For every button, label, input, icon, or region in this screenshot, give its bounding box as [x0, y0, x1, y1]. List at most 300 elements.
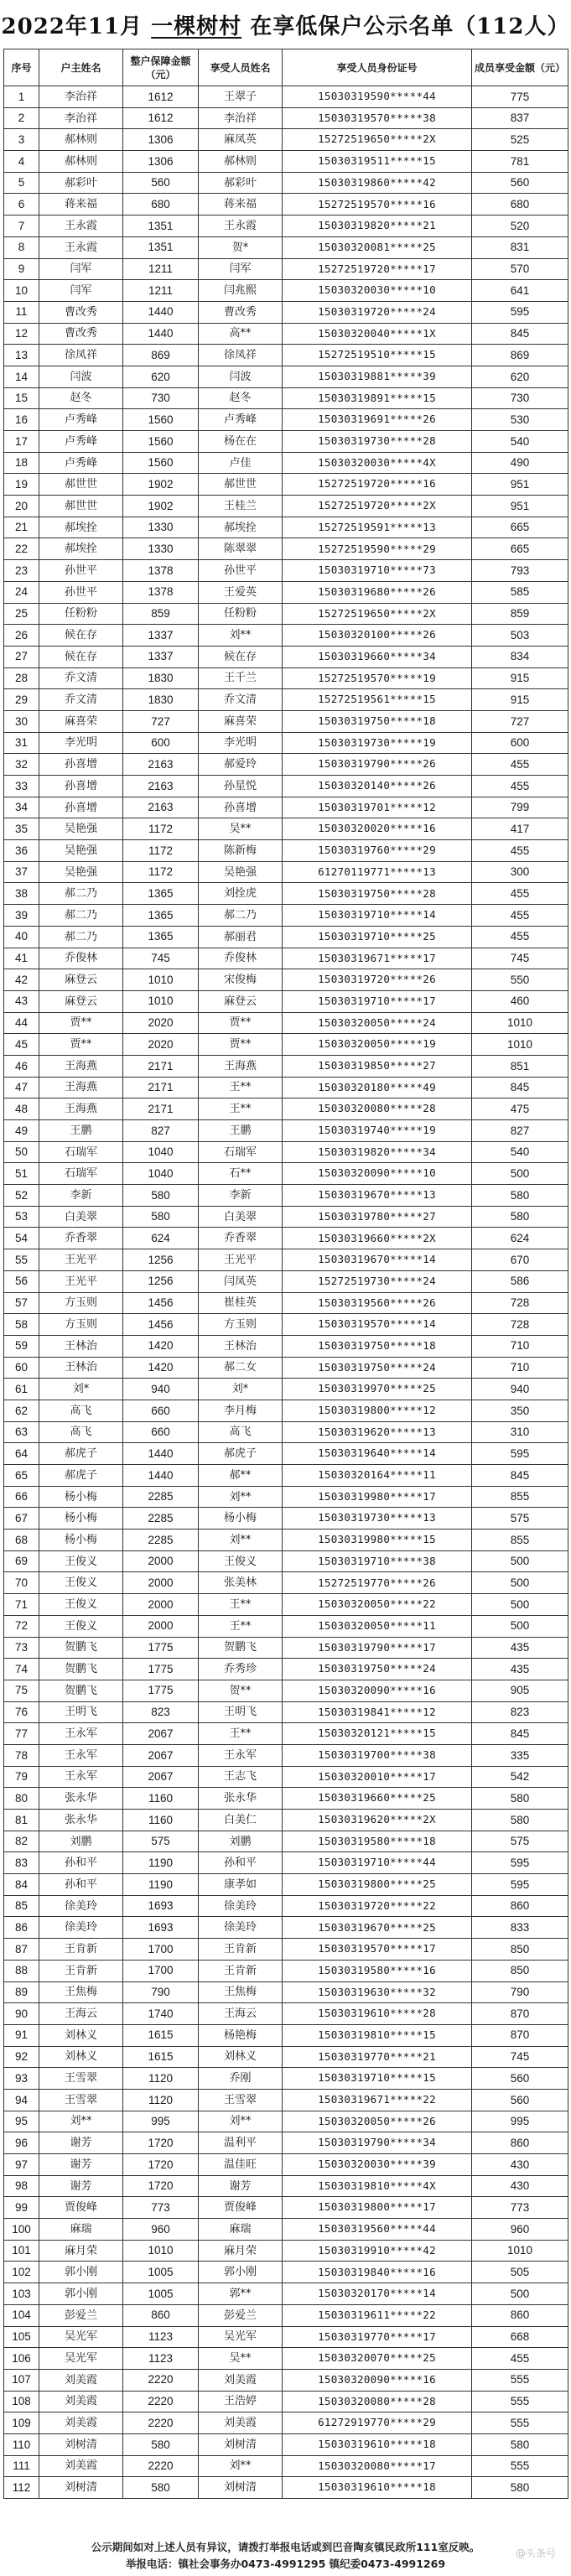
member-name: 郝埃拴 [199, 517, 283, 538]
household-name: 闫军 [39, 258, 123, 280]
row-number: 42 [4, 969, 39, 991]
row-number: 76 [4, 1701, 39, 1723]
member-amount: 775 [472, 86, 568, 108]
table-row [4, 107, 568, 129]
row-number: 46 [4, 1055, 39, 1077]
table-row [4, 301, 568, 323]
member-name: 杨在在 [199, 431, 283, 453]
household-amount: 869 [123, 345, 199, 366]
table-row [4, 1831, 568, 1852]
household-amount: 1560 [123, 409, 199, 431]
row-number: 95 [4, 2111, 39, 2132]
household-amount: 560 [123, 172, 199, 194]
member-name: 王光平 [199, 1249, 283, 1271]
member-amount: 870 [472, 2024, 568, 2046]
member-amount: 827 [472, 1120, 568, 1142]
household-amount: 2067 [123, 1723, 199, 1745]
row-number: 18 [4, 452, 39, 474]
household-name: 王雪翠 [39, 2089, 123, 2111]
member-name: 王海云 [199, 2003, 283, 2025]
member-id: 15030320030*****4X [283, 452, 472, 474]
member-id: 15030319590*****44 [283, 86, 472, 108]
member-amount: 430 [472, 2175, 568, 2197]
household-name: 乔香翠 [39, 1228, 123, 1249]
table-row [4, 1314, 568, 1336]
member-id: 15272519720*****16 [283, 474, 472, 496]
member-amount: 845 [472, 1465, 568, 1487]
member-amount: 550 [472, 969, 568, 991]
household-name: 郝林则 [39, 129, 123, 151]
household-name: 孙喜增 [39, 754, 123, 776]
household-amount: 1378 [123, 581, 199, 603]
household-name: 李治祥 [39, 86, 123, 108]
table-row [4, 2046, 568, 2068]
household-name: 刘林义 [39, 2046, 123, 2068]
member-amount: 475 [472, 1098, 568, 1120]
member-amount: 500 [472, 1594, 568, 1616]
household-amount: 2171 [123, 1098, 199, 1120]
row-number: 41 [4, 948, 39, 969]
member-amount: 940 [472, 1379, 568, 1400]
row-number: 28 [4, 667, 39, 689]
household-amount: 2067 [123, 1744, 199, 1766]
household-name: 候在存 [39, 625, 123, 647]
member-name: 麻瑞 [199, 2219, 283, 2241]
household-name: 贾** [39, 1012, 123, 1034]
row-number: 88 [4, 1960, 39, 1981]
table-row [4, 1379, 568, 1400]
table-row [4, 883, 568, 905]
row-number: 105 [4, 2326, 39, 2348]
household-amount: 1172 [123, 840, 199, 862]
household-amount: 1010 [123, 2240, 199, 2262]
member-name: 高飞 [199, 1421, 283, 1443]
household-amount: 2163 [123, 776, 199, 797]
row-number: 25 [4, 603, 39, 625]
table-row [4, 2197, 568, 2219]
header-member-id: 享受人员身份证号 [283, 49, 472, 86]
table-header [4, 49, 568, 86]
member-id: 15030319611*****22 [283, 2304, 472, 2326]
table-row [4, 2132, 568, 2154]
member-name: 陈新梅 [199, 840, 283, 862]
household-name: 郝二乃 [39, 883, 123, 905]
household-amount: 1440 [123, 301, 199, 323]
member-name: 麻登云 [199, 990, 283, 1012]
member-name: 张美林 [199, 1572, 283, 1594]
member-id: 15030319620*****13 [283, 1421, 472, 1443]
household-amount: 1040 [123, 1141, 199, 1163]
member-name: 刘美霞 [199, 2369, 283, 2391]
household-amount: 2171 [123, 1055, 199, 1077]
table-row [4, 1357, 568, 1379]
table-row [4, 667, 568, 689]
table-row [4, 1530, 568, 1551]
table-row [4, 409, 568, 431]
member-name: 王** [199, 1723, 283, 1745]
row-number: 111 [4, 2455, 39, 2477]
table-row [4, 646, 568, 667]
table-row [4, 2477, 568, 2499]
row-number: 15 [4, 387, 39, 409]
member-amount: 859 [472, 603, 568, 625]
member-name: 王** [199, 1594, 283, 1616]
member-id: 15272519591*****13 [283, 517, 472, 538]
member-id: 15030320030*****10 [283, 280, 472, 302]
household-name: 杨小梅 [39, 1508, 123, 1530]
member-name: 刘* [199, 1379, 283, 1400]
row-number: 13 [4, 345, 39, 366]
row-number: 37 [4, 861, 39, 883]
household-amount: 2220 [123, 2369, 199, 2391]
member-amount: 915 [472, 689, 568, 711]
household-amount: 1337 [123, 646, 199, 667]
page-title [0, 0, 571, 49]
row-number: 97 [4, 2154, 39, 2176]
household-name: 郝虎子 [39, 1443, 123, 1465]
row-number: 74 [4, 1659, 39, 1680]
row-number: 62 [4, 1400, 39, 1421]
member-id: 15030319710*****38 [283, 1550, 472, 1572]
member-amount: 624 [472, 1228, 568, 1249]
household-name: 郝埃拴 [39, 538, 123, 560]
member-name: 刘** [199, 2455, 283, 2477]
row-number: 79 [4, 1766, 39, 1788]
household-name: 李光明 [39, 732, 123, 754]
member-name: 郝丽君 [199, 926, 283, 948]
row-number: 71 [4, 1594, 39, 1616]
household-name: 闫波 [39, 366, 123, 387]
member-name: 孙喜增 [199, 797, 283, 818]
household-amount: 580 [123, 2477, 199, 2499]
household-name: 王雪翠 [39, 2068, 123, 2090]
household-name: 王海燕 [39, 1077, 123, 1098]
row-number: 6 [4, 194, 39, 216]
table-row [4, 2455, 568, 2477]
header-member-name: 享受人员姓名 [199, 49, 283, 86]
member-amount: 575 [472, 1831, 568, 1852]
row-number: 85 [4, 1895, 39, 1917]
table-row [4, 1895, 568, 1917]
member-amount: 540 [472, 1141, 568, 1163]
member-id: 15272519720*****2X [283, 496, 472, 517]
row-number: 98 [4, 2175, 39, 2197]
table-row [4, 1400, 568, 1421]
household-amount: 1172 [123, 818, 199, 840]
household-name: 王焦梅 [39, 1981, 123, 2003]
household-name: 乔俊林 [39, 948, 123, 969]
member-amount: 542 [472, 1766, 568, 1788]
member-name: 王永军 [199, 1744, 283, 1766]
member-id: 15030319750*****28 [283, 883, 472, 905]
table-row [4, 431, 568, 453]
household-name: 郝世世 [39, 474, 123, 496]
member-amount: 555 [472, 2369, 568, 2391]
row-number: 43 [4, 990, 39, 1012]
member-amount: 773 [472, 2197, 568, 2219]
household-amount: 1211 [123, 258, 199, 280]
table-row [4, 2283, 568, 2305]
member-id: 61272919770*****29 [283, 2412, 472, 2434]
member-amount: 850 [472, 1960, 568, 1981]
row-number: 75 [4, 1680, 39, 1701]
household-amount: 2067 [123, 1766, 199, 1788]
table-row [4, 710, 568, 732]
household-amount: 859 [123, 603, 199, 625]
member-name: 曹改秀 [199, 301, 283, 323]
row-number: 109 [4, 2412, 39, 2434]
household-amount: 1615 [123, 2046, 199, 2068]
member-amount: 845 [472, 1723, 568, 1745]
member-id: 15030320050*****19 [283, 1034, 472, 1056]
row-number: 12 [4, 323, 39, 345]
table-row [4, 1594, 568, 1616]
member-id: 15030319670*****13 [283, 1185, 472, 1207]
household-amount: 2163 [123, 797, 199, 818]
household-amount: 1365 [123, 905, 199, 927]
household-amount: 2171 [123, 1077, 199, 1098]
member-name: 麻月荣 [199, 2240, 283, 2262]
row-number: 1 [4, 86, 39, 108]
member-name: 郝世世 [199, 474, 283, 496]
table-row [4, 776, 568, 797]
member-id: 15030319790*****34 [283, 2132, 472, 2154]
household-amount: 1306 [123, 129, 199, 151]
household-amount: 1902 [123, 474, 199, 496]
table-row [4, 797, 568, 818]
table-row [4, 2391, 568, 2412]
member-id: 15030319670*****25 [283, 1917, 472, 1939]
household-amount: 624 [123, 1228, 199, 1249]
household-name: 王永霞 [39, 236, 123, 258]
table-row [4, 2412, 568, 2434]
member-id: 15272519720*****17 [283, 258, 472, 280]
member-name: 孙世平 [199, 560, 283, 582]
member-name: 郝林则 [199, 151, 283, 173]
member-id: 15030319740*****19 [283, 1120, 472, 1142]
row-number: 2 [4, 107, 39, 129]
table-row [4, 1098, 568, 1120]
table-row [4, 2369, 568, 2391]
member-amount: 505 [472, 2262, 568, 2283]
member-amount: 570 [472, 258, 568, 280]
household-name: 卢秀峰 [39, 452, 123, 474]
member-name: 刘林义 [199, 2046, 283, 2068]
row-number: 22 [4, 538, 39, 560]
member-amount: 793 [472, 560, 568, 582]
household-name: 吴光军 [39, 2348, 123, 2370]
household-name: 吴艳强 [39, 818, 123, 840]
table-row [4, 2304, 568, 2326]
household-amount: 2220 [123, 2391, 199, 2412]
household-name: 孙喜增 [39, 797, 123, 818]
household-name: 王海云 [39, 2003, 123, 2025]
member-amount: 530 [472, 409, 568, 431]
member-name: 王雪翠 [199, 2089, 283, 2111]
member-amount: 555 [472, 2455, 568, 2477]
table-row [4, 1249, 568, 1271]
household-amount: 727 [123, 710, 199, 732]
table-row [4, 2003, 568, 2025]
member-amount: 503 [472, 625, 568, 647]
member-id: 15030320164*****11 [283, 1465, 472, 1487]
table-row [4, 1421, 568, 1443]
member-name: 方玉则 [199, 1314, 283, 1336]
table-row [4, 280, 568, 302]
member-amount: 905 [472, 1680, 568, 1701]
table-row [4, 840, 568, 862]
table-row [4, 2240, 568, 2262]
member-name: 刘拴虎 [199, 883, 283, 905]
row-number: 49 [4, 1120, 39, 1142]
household-name: 刘树清 [39, 2433, 123, 2455]
member-id: 15030319610*****18 [283, 2433, 472, 2455]
household-name: 刘** [39, 2111, 123, 2132]
household-name: 谢芳 [39, 2175, 123, 2197]
member-name: 王明飞 [199, 1701, 283, 1723]
household-amount: 1160 [123, 1788, 199, 1810]
member-amount: 595 [472, 1852, 568, 1874]
row-number: 31 [4, 732, 39, 754]
table-row [4, 560, 568, 582]
household-name: 王光平 [39, 1249, 123, 1271]
member-amount: 728 [472, 1292, 568, 1314]
member-amount: 915 [472, 667, 568, 689]
row-number: 96 [4, 2132, 39, 2154]
row-number: 44 [4, 1012, 39, 1034]
member-id: 15030319980*****15 [283, 1530, 472, 1551]
member-id: 15030319790*****26 [283, 754, 472, 776]
member-name: 贺** [199, 1680, 283, 1701]
row-number: 57 [4, 1292, 39, 1314]
member-id: 15030319750*****18 [283, 710, 472, 732]
member-id: 15030319560*****44 [283, 2219, 472, 2241]
household-name: 赵冬 [39, 387, 123, 409]
member-name: 谢芳 [199, 2175, 283, 2197]
member-id: 15030320080*****28 [283, 2391, 472, 2412]
member-name: 张永华 [199, 1788, 283, 1810]
table-row [4, 1637, 568, 1659]
member-amount: 540 [472, 431, 568, 453]
member-id: 15030319770*****21 [283, 2046, 472, 2068]
table-row [4, 603, 568, 625]
household-name: 张永华 [39, 1810, 123, 1831]
household-amount: 1775 [123, 1637, 199, 1659]
member-id: 15030319800*****12 [283, 1400, 472, 1421]
household-name: 卢秀峰 [39, 409, 123, 431]
member-id: 15030319790*****17 [283, 1637, 472, 1659]
member-id: 15030319710*****73 [283, 560, 472, 582]
row-number: 45 [4, 1034, 39, 1056]
household-amount: 1005 [123, 2283, 199, 2305]
household-name: 李新 [39, 1185, 123, 1207]
row-number: 35 [4, 818, 39, 840]
household-amount: 1775 [123, 1680, 199, 1701]
table-row [4, 236, 568, 258]
member-amount: 560 [472, 2068, 568, 2090]
title-village: 一棵树村 [151, 13, 242, 39]
table-row [4, 689, 568, 711]
member-amount: 310 [472, 1421, 568, 1443]
row-number: 86 [4, 1917, 39, 1939]
member-id: 15030319750*****24 [283, 1357, 472, 1379]
household-name: 郭小刚 [39, 2283, 123, 2305]
household-name: 卢秀峰 [39, 431, 123, 453]
household-name: 孙喜增 [39, 776, 123, 797]
table-row [4, 1508, 568, 1530]
row-number: 93 [4, 2068, 39, 2090]
member-name: 蒋来福 [199, 194, 283, 216]
table-row [4, 172, 568, 194]
household-name: 谢芳 [39, 2154, 123, 2176]
member-name: 乔俊林 [199, 948, 283, 969]
table-row [4, 2111, 568, 2132]
row-number: 23 [4, 560, 39, 582]
household-amount: 1211 [123, 280, 199, 302]
member-id: 15030320121*****15 [283, 1723, 472, 1745]
member-id: 15272519590*****29 [283, 538, 472, 560]
member-id: 15272519510*****15 [283, 345, 472, 366]
row-number: 102 [4, 2262, 39, 2283]
member-id: 15030319780*****27 [283, 1206, 472, 1228]
household-amount: 1337 [123, 625, 199, 647]
member-id: 15030320050*****11 [283, 1615, 472, 1637]
beneficiary-table [3, 49, 568, 2499]
row-number: 7 [4, 216, 39, 237]
household-amount: 1190 [123, 1852, 199, 1874]
row-number: 29 [4, 689, 39, 711]
table-row [4, 1141, 568, 1163]
member-amount: 595 [472, 301, 568, 323]
member-name: 王焦梅 [199, 1981, 283, 2003]
row-number: 51 [4, 1163, 39, 1185]
member-name: 徐美玲 [199, 1895, 283, 1917]
member-name: 刘** [199, 2111, 283, 2132]
member-amount: 525 [472, 129, 568, 151]
household-amount: 1440 [123, 323, 199, 345]
member-id: 15030319580*****18 [283, 1831, 472, 1852]
row-number: 20 [4, 496, 39, 517]
member-name: 刘** [199, 625, 283, 647]
member-amount: 680 [472, 194, 568, 216]
household-name: 贺鹏飞 [39, 1659, 123, 1680]
household-name: 高飞 [39, 1421, 123, 1443]
member-name: 王** [199, 1615, 283, 1637]
member-amount: 728 [472, 1314, 568, 1336]
table-row [4, 1465, 568, 1487]
member-amount: 585 [472, 581, 568, 603]
member-id: 15030319980*****17 [283, 1486, 472, 1508]
row-number: 87 [4, 1939, 39, 1961]
household-amount: 1351 [123, 216, 199, 237]
member-amount: 745 [472, 2046, 568, 2068]
member-id: 15030319820*****34 [283, 1141, 472, 1163]
member-name: 贾** [199, 1012, 283, 1034]
member-amount: 560 [472, 2089, 568, 2111]
household-amount: 1456 [123, 1314, 199, 1336]
member-name: 麻凤英 [199, 129, 283, 151]
table-row [4, 1659, 568, 1680]
member-name: 陈翠翠 [199, 538, 283, 560]
household-name: 郝二乃 [39, 926, 123, 948]
household-name: 王永霞 [39, 216, 123, 237]
household-amount: 823 [123, 1701, 199, 1723]
member-amount: 455 [472, 754, 568, 776]
member-amount: 455 [472, 883, 568, 905]
member-id: 15030320050*****22 [283, 1594, 472, 1616]
member-name: 彭爱兰 [199, 2304, 283, 2326]
household-amount: 1700 [123, 1960, 199, 1981]
